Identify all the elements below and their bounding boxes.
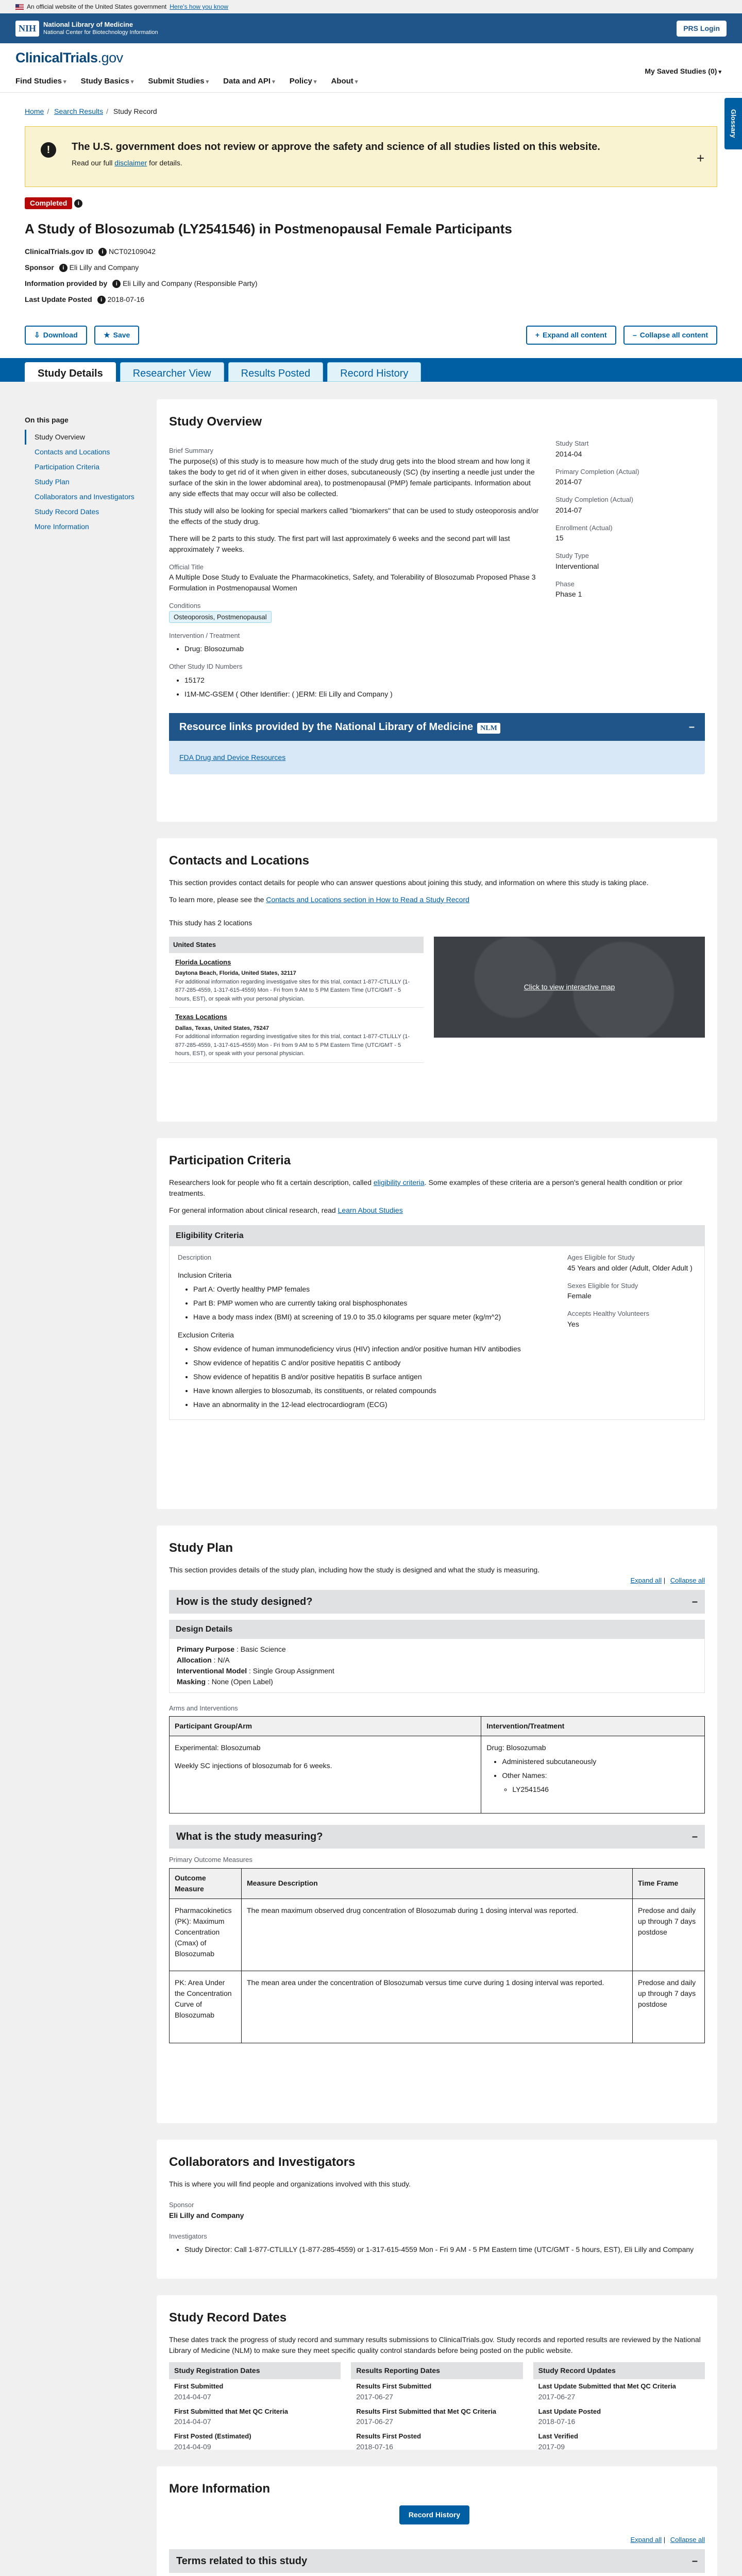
nih-header	[0, 13, 742, 43]
nlm-resource-box: Resource links provided by the National Library of Medicine NLM – FDA Drug and Device Resources	[169, 713, 705, 774]
gov-banner-link[interactable]: Here's how you know	[170, 3, 228, 10]
tab-researcher-view[interactable]: Researcher View	[120, 362, 224, 382]
us-flag-icon	[15, 4, 24, 10]
field-label: Intervention / Treatment	[169, 631, 240, 639]
record-history-button[interactable]: Record History	[399, 2505, 469, 2524]
last-update: 2018-07-16	[107, 295, 145, 303]
study-tabs	[0, 358, 742, 382]
official-title: A Multiple Dose Study to Evaluate the Pharmacokinetics, Safety, and Tolerability of Blosozumab Proposed Phase 3 Formulation in Postmenopausal Women	[169, 573, 536, 592]
arm-drug: Drug: Blosozumab	[486, 1743, 546, 1752]
terms-accordion	[169, 2549, 705, 2576]
gov-banner-text: An official website of the United States government	[27, 3, 167, 10]
outcome-description: The mean maximum observed drug concentration of Blosozumab during 1 dosing interval was reported.	[242, 1899, 633, 1971]
outcome-measure: PK: Area Under the Concentration Curve of Blosozumab	[170, 1971, 242, 2043]
my-saved-studies[interactable]: My Saved Studies (0) ▾	[645, 66, 721, 77]
state-header: Texas Locations	[175, 1013, 227, 1021]
measure-accordion-header[interactable]: What is the study measuring? –	[169, 1825, 705, 1849]
section-title: More Information	[169, 2482, 270, 2496]
tab-results-posted[interactable]: Results Posted	[228, 362, 324, 382]
allocation: N/A	[217, 1655, 230, 1664]
toc-title: On this page	[25, 416, 69, 424]
record-updates: Study Record Updates Last Update Submitted that Met QC Criteria 2017-06-27 Last Update Posted 2018-07-16 Last Verified 2017-09	[533, 2362, 705, 2454]
save-button[interactable]: ★ Save	[94, 326, 139, 345]
nlm-logo-icon: NLM	[477, 723, 500, 734]
nct-id: NCT02109042	[108, 247, 156, 256]
location-note: For additional information regarding investigative sites for this trial, contact 1-877-CTLILLY (1-877-285-4559, 1-317-615-4559) Mon - Fri from 9 AM to 5 PM Eastern Time (UTC/GMT - 5 hours, EST), or speak with your personal physician.	[175, 978, 410, 1002]
sexes-eligible: Female	[567, 1292, 592, 1300]
intervention-item: • Drug: Blosozumab	[184, 643, 540, 654]
tab-study-details[interactable]: Study Details	[25, 362, 116, 382]
field-label: Brief Summary	[169, 447, 213, 454]
location-address: Daytona Beach, Florida, United States, 32117	[175, 970, 296, 976]
warning-icon: !	[41, 142, 56, 158]
nav-study-basics[interactable]: Study Basics ▾	[81, 76, 134, 88]
sponsor-value: Eli Lilly and Company	[69, 263, 139, 272]
inclusion-item: • Part A: Overtly healthy PMP females	[193, 1284, 552, 1295]
nav-about[interactable]: About ▾	[331, 76, 358, 88]
collab-sponsor: Eli Lilly and Company	[169, 2211, 244, 2219]
design-details-title: Design Details	[170, 1620, 704, 1639]
gov-banner	[0, 0, 742, 13]
registration-dates: Study Registration Dates First Submitted 2014-04-07 First Submitted that Met QC Criteria 2014-04-07 First Posted (Estimated) 2014-04-09	[169, 2362, 341, 2454]
main-nav	[15, 76, 727, 88]
collapse-all-button[interactable]: – Collapse all content	[623, 326, 717, 345]
contacts-section: Contacts and Locations This section provides contact details for people who can answer questions about joining this study, and information on where this study is taking place. To learn more, please see the Contacts and Locations section in How to Read a Study Record This study has 2 locations United States Florida Locations Daytona Beach, Florida, United States, 32117 For additional information regarding investigative sites for this trial, contact 1-877-CTLILLY (1-877-285-4559, 1-317-615-4559) Mon - Fri from 9 AM to 5 PM Eastern Time (UTC/GMT - 5 hours, EST), or speak with your personal physician. Texas Locations Dallas, Texas, United States, 75247 For additional information regarding investigative sites for this trial, contact 1-877-CTLILLY (1-877-285-4559, 1-317-615-4559) Mon - Fri from 9 AM to 5 PM Eastern Time (UTC/GMT - 5 hours, EST), or speak with your personal physician. Click to view interactive map	[157, 838, 717, 1122]
field-label: Official Title	[169, 563, 204, 571]
breadcrumb-search-results[interactable]: Search Results	[54, 107, 104, 115]
eligibility-title: Eligibility Criteria	[170, 1226, 704, 1246]
eligibility-box: Eligibility Criteria Description Inclusion Criteria • Part A: Overtly healthy PMP females • Part B: PMP women who are currently taking oral bisphosphonates • Have a body mass index (BMI) at screening of 19.0 to 35.0 kilograms per square meter (kg/m^2) Exclusion Criteria • Show evidence of human immunodeficiency virus (HIV) infection and/or positive human HIV antibodies • Show evidence of hepatitis C and/or positive hepatitis C antibody • Show evidence of hepatitis B and/or positive hepatitis B surface antigen • Have known allergies to blosozumab, its constituents, or related compounds • Have an abnormality in the 12-lead electrocardiogram (ECG) Ages Eligible for Study 45 Years and older (Adult, Older Adult ) Sexes Eligible for Study Female Accepts Healthy Volunteers Yes	[169, 1225, 705, 1420]
dates-intro: These dates track the progress of study record and summary results submissions to ClinicalTrials.gov. Study records and reported results are reviewed by the National Library of Medicine (NLM) to make sure they meet specific quality control standards before being posted on the public website.	[169, 2335, 701, 2354]
section-title: Collaborators and Investigators	[169, 2155, 356, 2169]
inclusion-item: • Have a body mass index (BMI) at screening of 19.0 to 35.0 kilograms per square meter (kg/m^2)	[193, 1312, 552, 1323]
location-list	[169, 937, 424, 1063]
how-to-read-link[interactable]: Contacts and Locations section in How to Read a Study Record	[266, 895, 469, 904]
other-name: ◦ LY2541546	[512, 1784, 699, 1795]
arm-description: Weekly SC injections of blosozumab for 6 weeks.	[175, 1761, 332, 1770]
outcome-timeframe: Predose and daily up through 7 days postdose	[633, 1899, 705, 1971]
toc-more-information[interactable]: More Information	[35, 522, 89, 531]
nih-logo-icon: NIH	[15, 21, 39, 37]
download-button[interactable]: ⇩ Download	[25, 326, 87, 345]
content-area	[0, 382, 742, 2576]
nav-data-api[interactable]: Data and API ▾	[223, 76, 275, 88]
study-overview-section: Study Overview Brief Summary The purpose(s) of this study is to measure how much of the study drug gets into the blood stream and how long it takes the body to get rid of it when given in either doses, subcutaneously (SC) (by inserting a needle just under the surface of the skin in the lower abdominal area), to postmenopausal (PMP) female participants. Information about any side effects that may occur will also be collected. This study will also be looking for special markers called "biomarkers" that can be used to study osteoporosis and/or the effects of the study drug. There will be 2 parts to this study. The first part will last approximately 6 weeks and the second part will last approximately 7 weeks. Official Title A Multiple Dose Study to Evaluate the Pharmacokinetics, Safety, and Tolerability of Blosozumab Proposed Phase 3 Formulation in Postmenopausal Women Conditions Osteoporosis, Postmenopausal Intervention / Treatment • Drug: Blosozumab Other Study ID Numbers • 15172 • I1M-MC-GSEM ( Other Identifier: ( )ERM: Eli Lilly and Company ) Study Start 2014-04 Primary Completion (Actual) 2014-07 Study Completion (Actual) 2014-07 Enrollment (Actual) 15 Study Type Interventional Phase Phase 1 Resource links provided by the National Library of Medicine NLM – FDA Drug and Device Resources	[157, 399, 717, 822]
healthy-volunteers: Yes	[567, 1319, 579, 1328]
study-header: Completed i A Study of Blosozumab (LY2541546) in Postmenopausal Female Participants ClinicalTrials.gov ID i NCT02109042 Sponsor i Eli Lilly and Company Information provided by i Eli Lilly and Company (Responsible Party) Last Update Posted i 2018-07-16 ⇩ Download ★ Save + Expand all content – Collapse all content	[0, 197, 742, 345]
ncbi-name: National Center for Biotechnology Information	[43, 29, 158, 36]
country-header: United States	[169, 937, 424, 953]
exclusion-item: • Show evidence of hepatitis B and/or positive hepatitis B surface antigen	[193, 1371, 552, 1382]
inclusion-label: Inclusion Criteria	[178, 1270, 232, 1279]
ct-logo[interactable]: ClinicalTrials.gov	[15, 50, 123, 65]
nav-policy[interactable]: Policy ▾	[290, 76, 317, 88]
breadcrumb-current: Study Record	[113, 107, 157, 115]
interventional-model: Single Group Assignment	[252, 1666, 334, 1675]
investigator: • Study Director: Call 1-877-CTLILLY (1-877-285-4559) or 1-317-615-4559 Mon - Fri 9 AM - 5 PM Eastern time (UTC/GMT - 5 hours, EST), Eli Lilly and Company	[184, 2244, 705, 2255]
collaborators-section: Collaborators and Investigators This is where you will find people and organizations involved with this study. Sponsor Eli Lilly and Company Investigators • Study Director: Call 1-877-CTLILLY (1-877-285-4559) or 1-317-615-4559 Mon - Fri 9 AM - 5 PM Eastern time (UTC/GMT - 5 hours, EST), Eli Lilly and Company	[157, 2140, 717, 2279]
ages-eligible: 45 Years and older (Adult, Older Adult )	[567, 1263, 693, 1272]
exclusion-item: • Show evidence of human immunodeficiency virus (HIV) infection and/or positive human HIV antibodies	[193, 1344, 552, 1354]
collapse-icon: –	[692, 1596, 698, 1607]
exclusion-item: • Show evidence of hepatitis C and/or positive hepatitis C antibody	[193, 1358, 552, 1368]
measure-accordion: What is the study measuring? – Primary Outcome Measures Outcome Measure Measure Description Time Frame Pharmacokinetics (PK): Maximum Concentration (Cmax) of Blosozumab The mean maximum observed drug concentration of Blosozumab during 1 dosing interval was reported. Predose and daily up through 7 days postdose PK: Area Under the Concentration Curve of Blosozumab The mean area under the concentration of Blosozumab versus time curve during 1 dosing interval was reported. Predose and daily up through 7 days postdose	[169, 1825, 705, 2049]
section-title: Participation Criteria	[169, 1154, 291, 1167]
study-title: A Study of Blosozumab (LY2541546) in Postmenopausal Female Participants	[25, 221, 512, 236]
download-icon: ⇩	[34, 331, 40, 339]
location-count: This study has 2 locations	[169, 919, 252, 927]
toc-participation-criteria[interactable]: Participation Criteria	[35, 463, 100, 471]
plan-intro: This section provides details of the study plan, including how the study is designed and what the study is measuring.	[169, 1566, 540, 1574]
study-completion: 2014-07	[555, 505, 582, 514]
tab-record-history[interactable]: Record History	[327, 362, 421, 382]
collapse-icon: –	[692, 1831, 698, 1842]
outcome-description: The mean area under the concentration of Blosozumab versus time curve during 1 dosing interval was reported.	[242, 1971, 633, 2043]
section-title: Study Overview	[169, 415, 262, 429]
exclusion-item: • Have an abnormality in the 12-lead electrocardiogram (ECG)	[193, 1399, 552, 1410]
inclusion-item: • Part B: PMP women who are currently taking oral bisphosphonates	[193, 1298, 552, 1309]
nav-find-studies[interactable]: Find Studies ▾	[15, 76, 66, 88]
disclaimer-link[interactable]: disclaimer	[114, 159, 147, 167]
exclusion-item: • Have known allergies to blosozumab, its constituents, or related compounds	[193, 1385, 552, 1396]
design-accordion: How is the study designed? – Design Details Primary Purpose : Basic Science Allocation : N/A Interventional Model : Single Group Assignment Masking : None (Open Label) Arms and Interventions Participant Group/Arm Intervention/Treatment Experimental: Blosozumab Weekly SC injections of blosozumab for 6 weeks. Drug: Blosozumab • Administered subcutaneously • Other Names: ◦ LY2541546	[169, 1590, 705, 1820]
brief-summary-3: There will be 2 parts to this study. The first part will last approximately 6 weeks and the second part will last approximately 7 weeks.	[169, 534, 510, 553]
collapse-icon[interactable]: –	[688, 721, 695, 733]
location-note: For additional information regarding investigative sites for this trial, contact 1-877-CTLILLY (1-877-285-4559, 1-317-615-4559) Mon - Fri from 9 AM to 5 PM Eastern Time (UTC/GMT - 5 hours, EST), or speak with your personal physician.	[175, 1033, 410, 1057]
collapse-all-link[interactable]: Collapse all	[670, 1577, 705, 1584]
primary-purpose: Basic Science	[240, 1645, 286, 1653]
toc-study-plan[interactable]: Study Plan	[35, 478, 70, 486]
brief-summary-2: This study will also be looking for special markers called "biomarkers" that can be used to study osteoporosis and/or the effects of the study drug.	[169, 506, 539, 526]
toc-study-overview[interactable]: Study Overview	[25, 430, 143, 445]
expand-all-link[interactable]: Expand all	[630, 2536, 662, 2544]
design-accordion-header[interactable]: How is the study designed? –	[169, 1590, 705, 1614]
disclaimer-title: The U.S. government does not review or approve the safety and science of all studies listed on this website.	[72, 141, 600, 152]
more-info-section: More Information Record History Expand all | Collapse all Terms related to this study –	[157, 2466, 717, 2576]
section-title: Contacts and Locations	[169, 854, 310, 868]
field-label: Other Study ID Numbers	[169, 663, 243, 670]
toc-record-dates[interactable]: Study Record Dates	[35, 507, 99, 516]
field-label: Conditions	[169, 602, 201, 609]
info-icon[interactable]: i	[59, 264, 68, 272]
prs-login-button[interactable]: PRS Login	[677, 21, 727, 37]
main-content	[157, 399, 717, 2576]
contacts-intro: This section provides contact details for people who can answer questions about joining this study, and information on where this study is taking place.	[169, 878, 649, 887]
glossary-tab[interactable]: Glossary	[724, 98, 742, 149]
site-header	[0, 43, 742, 93]
nlm-name: National Library of Medicine	[43, 21, 133, 29]
arms-table: Participant Group/Arm Intervention/Treatment Experimental: Blosozumab Weekly SC injections of blosozumab for 6 weeks. Drug: Blosozumab • Administered subcutaneously • Other Names: ◦ LY2541546	[169, 1716, 705, 1814]
fda-resources-link[interactable]: FDA Drug and Device Resources	[179, 753, 286, 761]
info-icon[interactable]: i	[97, 296, 106, 304]
map-link[interactable]: Click to view interactive map	[524, 982, 615, 991]
plus-icon: +	[535, 331, 540, 339]
page-toc	[25, 399, 143, 2576]
info-icon[interactable]: i	[98, 248, 107, 256]
breadcrumb-home[interactable]: Home	[25, 107, 44, 115]
outcome-measure: Pharmacokinetics (PK): Maximum Concentration (Cmax) of Blosozumab	[170, 1899, 242, 1971]
terms-accordion-header[interactable]: Terms related to this study –	[169, 2549, 705, 2573]
masking: None (Open Label)	[211, 1677, 273, 1686]
phase: Phase 1	[555, 590, 582, 598]
arm-name: Experimental: Blosozumab	[175, 1743, 261, 1752]
primary-completion: 2014-07	[555, 478, 582, 486]
info-icon[interactable]: i	[112, 280, 121, 288]
toc-contacts-locations[interactable]: Contacts and Locations	[35, 448, 110, 456]
study-start: 2014-04	[555, 449, 582, 458]
expand-all-link[interactable]: Expand all	[630, 1577, 662, 1584]
location-address: Dallas, Texas, United States, 75247	[175, 1025, 269, 1031]
participation-section: Participation Criteria Researchers look for people who fit a certain description, called eligibility criteria. Some examples of these criteria are a person's general health condition or prior treatments. For general information about clinical research, read Learn About Studies Eligibility Criteria Description Inclusion Criteria • Part A: Overtly healthy PMP females • Part B: PMP women who are currently taking oral bisphosphonates • Have a body mass index (BMI) at screening of 19.0 to 35.0 kilograms per square meter (kg/m^2) Exclusion Criteria • Show evidence of human immunodeficiency virus (HIV) infection and/or positive human HIV antibodies • Show evidence of hepatitis C and/or positive hepatitis C antibody • Show evidence of hepatitis B and/or positive hepatitis B surface antigen • Have known allergies to blosozumab, its constituents, or related compounds • Have an abnormality in the 12-lead electrocardiogram (ECG) Ages Eligible for Study 45 Years and older (Adult, Older Adult ) Sexes Eligible for Study Female Accepts Healthy Volunteers Yes	[157, 1138, 717, 1509]
info-icon[interactable]: i	[74, 199, 82, 208]
information-provider: Eli Lilly and Company (Responsible Party)	[123, 279, 258, 287]
brief-summary: The purpose(s) of this study is to measure how much of the study drug gets into the blood stream and how long it takes the body to get rid of it when given in either doses, subcutaneously (SC) (by inserting a needle just under the surface of the skin in the lower abdominal area), to postmenopausal (PMP) female participants. Information about any side effects that may occur will also be collected.	[169, 456, 535, 498]
other-id: • I1M-MC-GSEM ( Other Identifier: ( )ERM: Eli Lilly and Company )	[184, 689, 540, 700]
learn-about-studies-link[interactable]: Learn About Studies	[338, 1206, 403, 1214]
location-map[interactable]	[434, 937, 705, 1038]
results-dates: Results Reporting Dates Results First Submitted 2017-06-27 Results First Submitted that Met QC Criteria 2017-06-27 Results First Posted 2018-07-16	[351, 2362, 522, 2454]
nav-submit-studies[interactable]: Submit Studies ▾	[148, 76, 209, 88]
collapse-icon: –	[692, 2555, 698, 2567]
disclaimer-alert: ! The U.S. government does not review or approve the safety and science of all studies listed on this website. Read our full disclaimer for details. +	[25, 126, 717, 187]
eligibility-link[interactable]: eligibility criteria	[373, 1178, 425, 1187]
section-title: Study Plan	[169, 1541, 233, 1555]
section-title: Study Record Dates	[169, 2311, 287, 2325]
study-plan-section: Study Plan This section provides details of the study plan, including how the study is designed and what the study is measuring. Expand all | Collapse all How is the study designed? – Design Details Primary Purpose : Basic Science Allocation : N/A Interventional Model : Single Group Assignment Masking : None (Open Label) Arms and Interventions Participant Group/Arm Intervention/Treatment Experimental: Blosozumab Weekly SC injections of blosozumab for 6 weeks. Drug: Blosozumab • Administered subcutaneously • Other Names: ◦ LY2541546 What is the study measuring? – Primary Outcome Measures Outcome Measure Measure Description Time Frame Pharmacokinetics (PK): Maximum Concentration (Cmax) of Blosozumab The mean maximum observed drug concentration of Blosozumab during 1 dosing interval was reported. Predose and daily up through 7 days postdose PK: Area Under the Concentration Curve of Blosozumab The mean area under the concentration of Blosozumab versus time curve during 1 dosing interval was reported. Predose and daily up through 7 days postdose	[157, 1526, 717, 2123]
enrollment: 15	[555, 534, 564, 542]
nlm-logo[interactable]	[15, 21, 158, 37]
outcome-timeframe: Predose and daily up through 7 days postdose	[633, 1971, 705, 2043]
toc-collaborators[interactable]: Collaborators and Investigators	[35, 493, 134, 501]
record-dates-section	[157, 2295, 717, 2450]
collab-intro: This is where you will find people and organizations involved with this study.	[169, 2180, 411, 2188]
collapse-all-link[interactable]: Collapse all	[670, 2536, 705, 2544]
state-header: Florida Locations	[175, 958, 231, 966]
study-type: Interventional	[555, 562, 599, 570]
breadcrumb: Home / Search Results / Study Record	[25, 107, 157, 115]
outcomes-table: Outcome Measure Measure Description Time Frame Pharmacokinetics (PK): Maximum Concentration (Cmax) of Blosozumab The mean maximum observed drug concentration of Blosozumab during 1 dosing interval was reported. Predose and daily up through 7 days postdose PK: Area Under the Concentration Curve of Blosozumab The mean area under the concentration of Blosozumab versus time curve during 1 dosing interval was reported. Predose and daily up through 7 days postdose	[169, 1868, 705, 2043]
save-icon: ★	[104, 331, 110, 339]
status-badge: Completed	[25, 197, 72, 209]
expand-plus-icon[interactable]: +	[696, 150, 704, 166]
other-id: • 15172	[184, 675, 540, 686]
minus-icon: –	[632, 331, 637, 339]
condition-chip[interactable]: Osteoporosis, Postmenopausal	[169, 611, 272, 623]
exclusion-label: Exclusion Criteria	[178, 1330, 234, 1339]
expand-all-button[interactable]: + Expand all content	[526, 326, 616, 345]
